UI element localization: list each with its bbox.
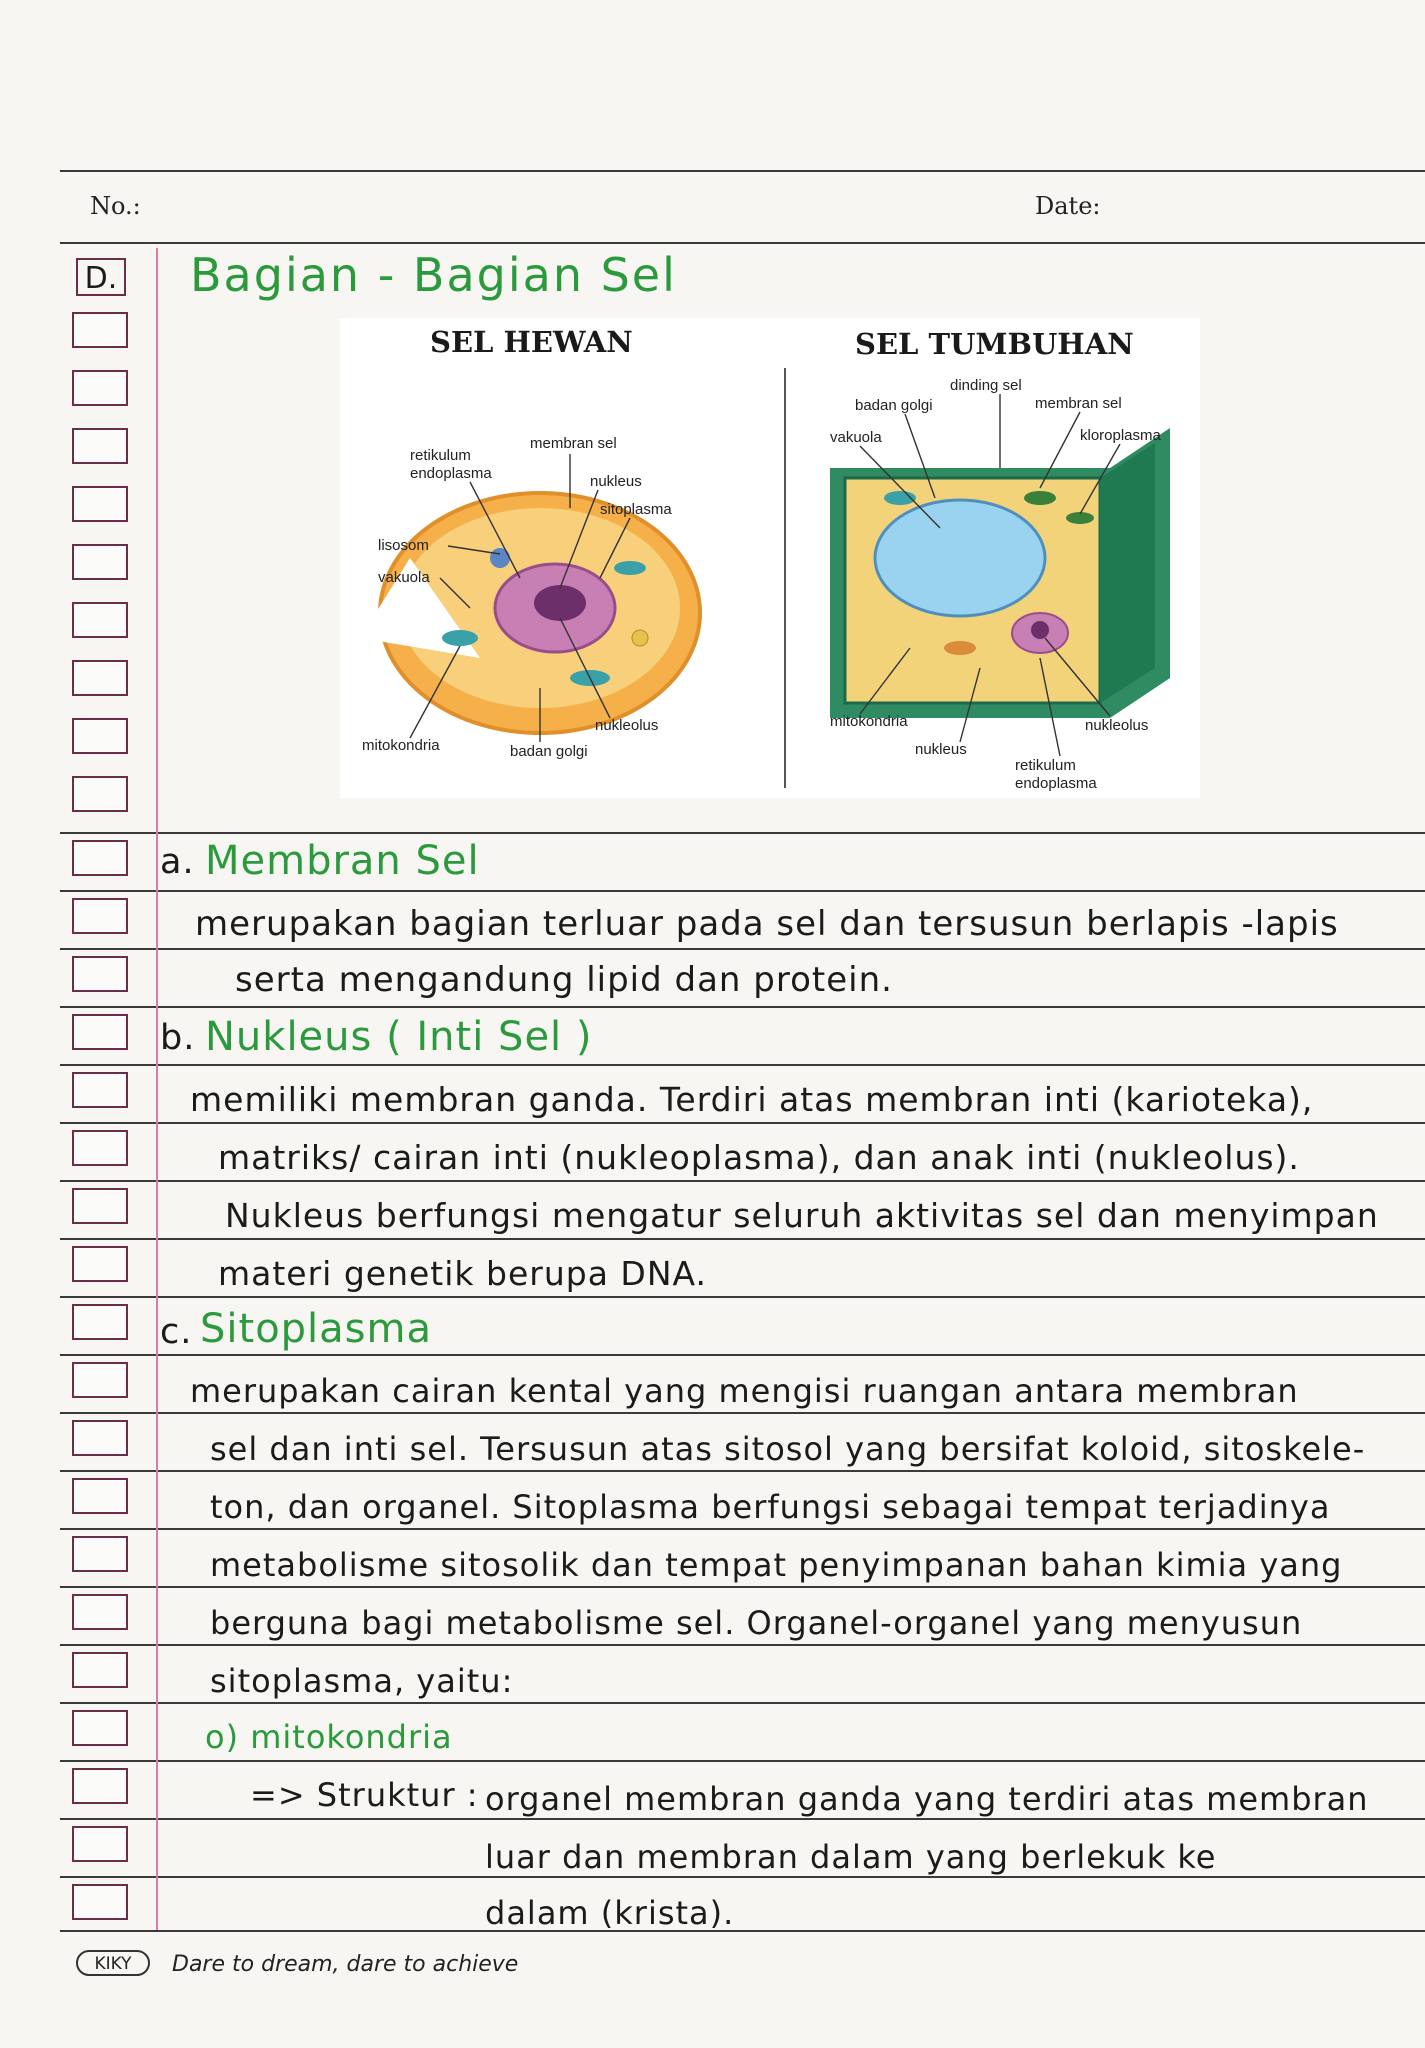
sitoplasma-line-3: ton, dan organel. Sitoplasma berfungsi sebagai tempat terjadinya (210, 1488, 1331, 1526)
margin-checkbox[interactable] (72, 956, 128, 992)
margin-checkbox[interactable] (72, 1246, 128, 1282)
rule-line (60, 890, 1425, 892)
margin-checkbox[interactable] (72, 1594, 128, 1630)
margin-checkbox[interactable] (72, 1652, 128, 1688)
cell-diagram-svg (340, 318, 1200, 798)
margin-checkbox[interactable] (72, 1420, 128, 1456)
plant-cell-title: SEL TUMBUHAN (855, 327, 1134, 361)
rule-line (60, 1528, 1425, 1530)
label-retikulum: retikulum (410, 447, 471, 464)
label-sitoplasma: sitoplasma (600, 501, 672, 518)
rule-line (60, 1354, 1425, 1356)
margin-checkbox[interactable] (72, 1536, 128, 1572)
label-mitokondria: mitokondria (362, 737, 440, 754)
label-membran-sel: membran sel (530, 435, 617, 452)
label-vakuola: vakuola (378, 569, 430, 586)
rule-line (60, 1586, 1425, 1588)
rule-line (60, 1644, 1425, 1646)
heading-membran-sel: Membran Sel (205, 838, 480, 884)
rule-line (60, 242, 1425, 244)
label-badan-golgi: badan golgi (510, 743, 588, 760)
label-membran-sel-plant: membran sel (1035, 395, 1122, 412)
rule-line (60, 1702, 1425, 1704)
rule-line (60, 1006, 1425, 1008)
struktur-line-2: luar dan membran dalam yang berlekuk ke (485, 1838, 1217, 1876)
rule-line (60, 1296, 1425, 1298)
rule-line (60, 1122, 1425, 1124)
margin-checkbox[interactable] (72, 1826, 128, 1862)
sitoplasma-line-2: sel dan inti sel. Tersusun atas sitosol yang bersifat koloid, sitoskele- (210, 1430, 1366, 1468)
nukleus-line-1: memiliki membran ganda. Terdiri atas membran inti (karioteka), (190, 1080, 1314, 1119)
margin-checkbox[interactable] (72, 486, 128, 522)
section-title: Bagian - Bagian Sel (190, 248, 677, 302)
rule-line (60, 1238, 1425, 1240)
rule-line (60, 1760, 1425, 1762)
heading-a-letter: a. (160, 842, 195, 882)
margin-checkbox[interactable] (72, 602, 128, 638)
sitoplasma-line-4: metabolisme sitosolik dan tempat penyimpanan bahan kimia yang (210, 1546, 1343, 1584)
heading-sitoplasma: Sitoplasma (200, 1306, 432, 1352)
margin-checkbox[interactable] (72, 1072, 128, 1108)
sitoplasma-line-5: berguna bagi metabolisme sel. Organel-organel yang menyusun (210, 1604, 1303, 1642)
nukleus-line-3: Nukleus berfungsi mengatur seluruh aktivitas sel dan menyimpan (225, 1196, 1379, 1235)
margin-line (156, 248, 158, 1930)
label-badan-golgi-plant: badan golgi (855, 397, 933, 414)
margin-checkbox[interactable] (72, 1130, 128, 1166)
margin-checkbox[interactable] (72, 428, 128, 464)
label-endoplasma: endoplasma (410, 465, 492, 482)
margin-checkbox[interactable] (72, 312, 128, 348)
margin-checkbox[interactable] (72, 898, 128, 934)
rule-line (60, 832, 1425, 834)
margin-checkbox[interactable] (72, 1710, 128, 1746)
label-dinding-sel: dinding sel (950, 377, 1022, 394)
membran-line-1: merupakan bagian terluar pada sel dan tersusun berlapis -lapis (195, 904, 1339, 944)
label-lisosom: lisosom (378, 537, 429, 554)
margin-checkbox[interactable] (72, 1478, 128, 1514)
rule-line (60, 170, 1425, 172)
heading-nukleus: Nukleus ( Inti Sel ) (205, 1014, 593, 1060)
rule-line (60, 1412, 1425, 1414)
date-label: Date: (1035, 192, 1101, 220)
struktur-label: => Struktur : (250, 1776, 479, 1814)
heading-b-letter: b. (160, 1018, 196, 1058)
margin-checkbox[interactable] (72, 544, 128, 580)
margin-checkbox[interactable] (72, 1304, 128, 1340)
margin-checkbox[interactable] (72, 840, 128, 876)
margin-checkbox[interactable] (72, 718, 128, 754)
footer-tagline: Dare to dream, dare to achieve (172, 1952, 519, 1977)
rule-line (60, 1470, 1425, 1472)
label-nukleolus-plant: nukleolus (1085, 717, 1149, 734)
sub-heading-mitokondria: o) mitokondria (205, 1718, 453, 1756)
cell-diagram (340, 318, 1200, 798)
margin-checkbox[interactable] (72, 1884, 128, 1920)
margin-checkbox[interactable] (72, 1188, 128, 1224)
margin-checkbox[interactable] (72, 1362, 128, 1398)
label-endoplasma-plant: endoplasma (1015, 775, 1097, 792)
heading-c-letter: c. (160, 1312, 193, 1352)
margin-checkbox[interactable] (72, 660, 128, 696)
label-mitokondria-plant: mitokondria (830, 713, 908, 730)
margin-checkbox[interactable] (72, 1768, 128, 1804)
animal-cell-title: SEL HEWAN (430, 325, 633, 359)
label-vakuola-plant: vakuola (830, 429, 882, 446)
struktur-line-1: organel membran ganda yang terdiri atas membran (485, 1780, 1369, 1818)
rule-line (60, 1818, 1425, 1820)
brand-logo: KIKY (76, 1950, 150, 1976)
sitoplasma-line-6: sitoplasma, yaitu: (210, 1662, 514, 1700)
margin-checkbox[interactable] (72, 370, 128, 406)
label-retikulum-plant: retikulum (1015, 757, 1076, 774)
plant-cell-illustration (830, 428, 1170, 718)
rule-line (60, 1876, 1425, 1878)
nukleus-line-2: matriks/ cairan inti (nukleoplasma), dan anak inti (nukleolus). (218, 1138, 1300, 1177)
rule-line (60, 948, 1425, 950)
rule-line (60, 1930, 1425, 1932)
label-kloroplasma: kloroplasma (1080, 427, 1161, 444)
nukleus-line-4: materi genetik berupa DNA. (218, 1254, 707, 1293)
rule-line (60, 1064, 1425, 1066)
sitoplasma-line-1: merupakan cairan kental yang mengisi ruangan antara membran (190, 1372, 1299, 1410)
struktur-line-3: dalam (krista). (485, 1894, 735, 1932)
label-nukleus-plant: nukleus (915, 741, 967, 758)
section-number: D. (76, 258, 126, 296)
margin-checkbox[interactable] (72, 776, 128, 812)
margin-checkbox[interactable] (72, 1014, 128, 1050)
animal-cell-illustration (360, 493, 700, 733)
number-label: No.: (90, 192, 141, 220)
label-nukleus: nukleus (590, 473, 642, 490)
rule-line (60, 1180, 1425, 1182)
membran-line-2: serta mengandung lipid dan protein. (235, 960, 893, 1000)
label-nukleolus: nukleolus (595, 717, 659, 734)
